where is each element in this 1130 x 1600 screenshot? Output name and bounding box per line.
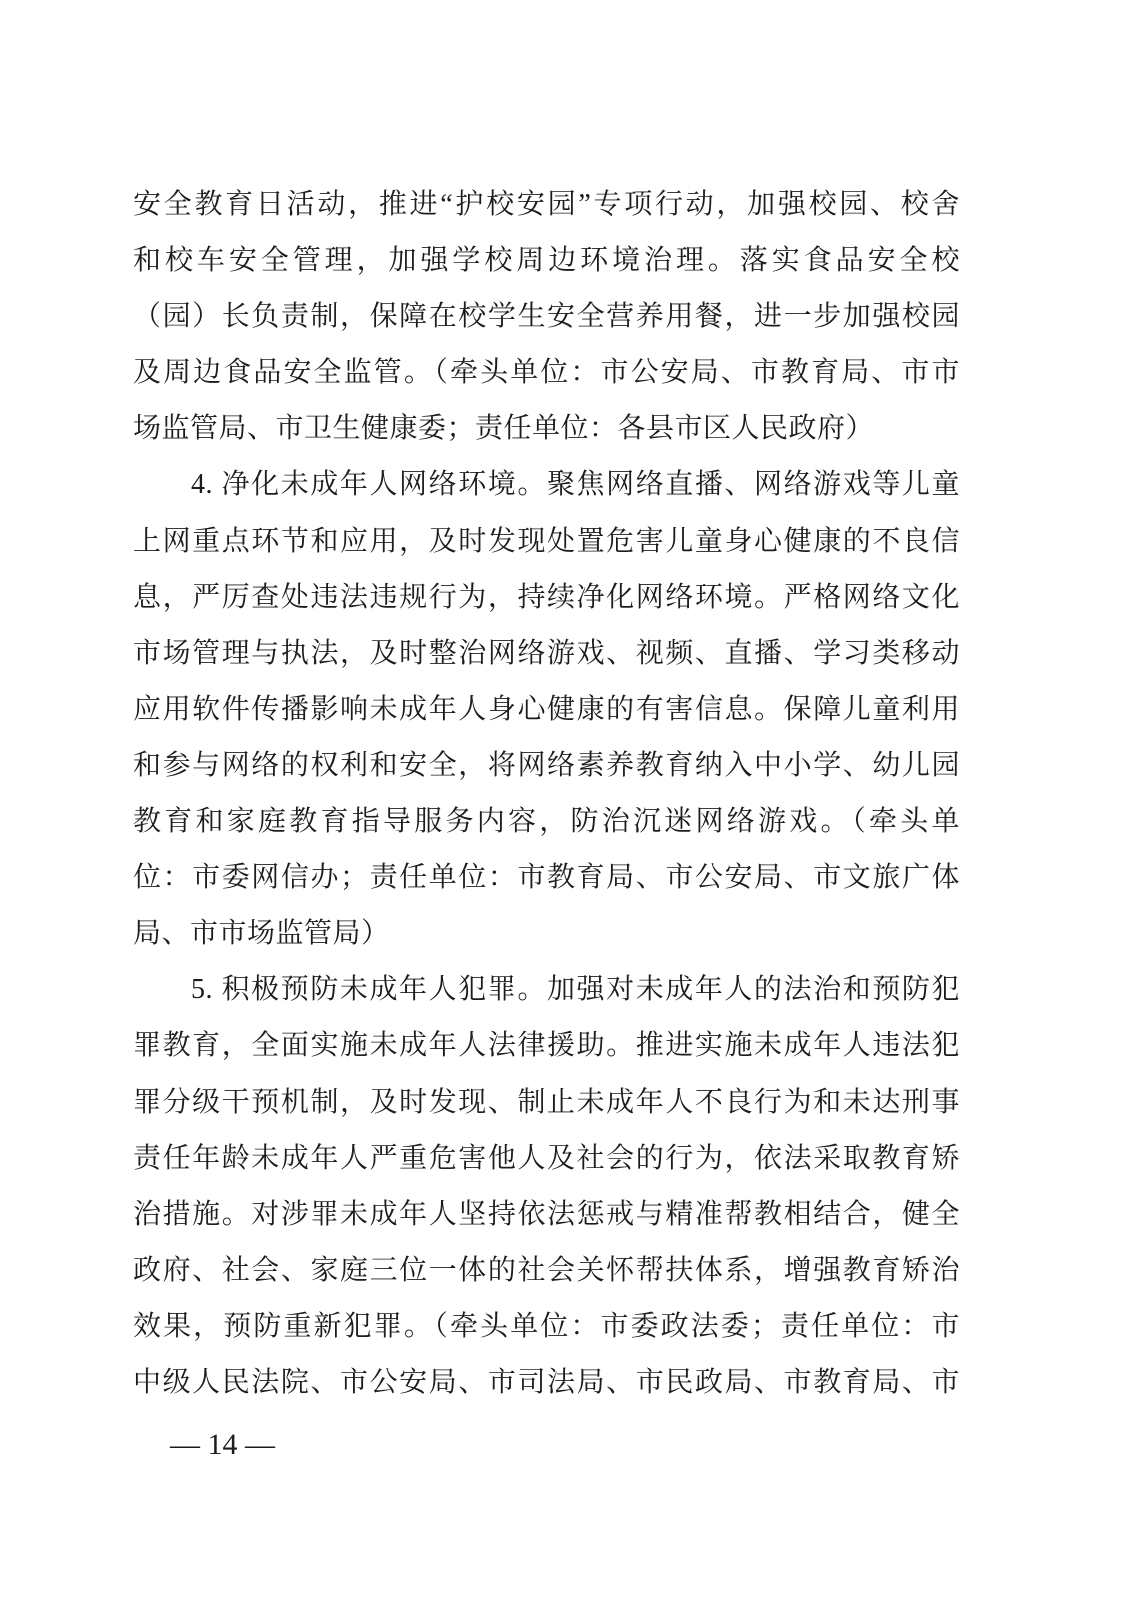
page-number: — 14 — <box>170 1428 275 1461</box>
text-line: 4. 净化未成年人网络环境。聚焦网络直播、网络游戏等儿童 <box>191 469 960 501</box>
paragraph-school-safety-continuation <box>133 177 960 457</box>
text-line: 和校车安全管理，加强学校周边环境治理。落实食品安全校 <box>133 245 960 277</box>
text-line: 市场管理与执法，及时整治网络游戏、视频、直播、学习类移动 <box>133 637 960 669</box>
text-line: 罪教育，全面实施未成年人法律援助。推进实施未成年人违法犯 <box>133 1030 960 1062</box>
text-line: 5. 积极预防未成年人犯罪。加强对未成年人的法治和预防犯 <box>191 974 960 1006</box>
paragraph-4-network-environment <box>133 457 960 962</box>
text-line: 及周边食品安全监管。（牵头单位：市公安局、市教育局、市市 <box>133 357 960 389</box>
text-line: 局、市市场监管局） <box>133 918 390 950</box>
text-line: 治措施。对涉罪未成年人坚持依法惩戒与精准帮教相结合，健全 <box>133 1198 960 1230</box>
text-line: 罪分级干预机制，及时发现、制止未成年人不良行为和未达刑事 <box>133 1086 960 1118</box>
text-line: 责任年龄未成年人严重危害他人及社会的行为，依法采取教育矫 <box>133 1142 960 1174</box>
text-line: 政府、社会、家庭三位一体的社会关怀帮扶体系，增强教育矫治 <box>133 1254 960 1286</box>
text-line: （园）长负责制，保障在校学生安全营养用餐，进一步加强校园 <box>133 301 960 333</box>
text-line: 效果，预防重新犯罪。（牵头单位：市委政法委；责任单位：市 <box>133 1310 960 1342</box>
text-line: 上网重点环节和应用，及时发现处置危害儿童身心健康的不良信 <box>133 525 960 557</box>
text-line: 和参与网络的权利和安全，将网络素养教育纳入中小学、幼儿园 <box>133 749 960 781</box>
text-line: 位：市委网信办；责任单位：市教育局、市公安局、市文旅广体 <box>133 862 960 894</box>
page-footer <box>170 1417 275 1473</box>
text-line: 中级人民法院、市公安局、市司法局、市民政局、市教育局、市 <box>133 1366 960 1398</box>
paragraph-5-juvenile-crime-prevention <box>133 962 960 1411</box>
text-line: 场监管局、市卫生健康委；责任单位：各县市区人民政府） <box>133 413 875 445</box>
text-line: 息，严厉查处违法违规行为，持续净化网络环境。严格网络文化 <box>133 581 960 613</box>
text-line: 安全教育日活动，推进“护校安园”专项行动，加强校园、校舍 <box>133 189 960 220</box>
text-line: 应用软件传播影响未成年人身心健康的有害信息。保障儿童利用 <box>133 693 960 725</box>
text-line: 教育和家庭教育指导服务内容，防治沉迷网络游戏。（牵头单 <box>133 806 960 838</box>
document-body <box>133 177 960 1411</box>
